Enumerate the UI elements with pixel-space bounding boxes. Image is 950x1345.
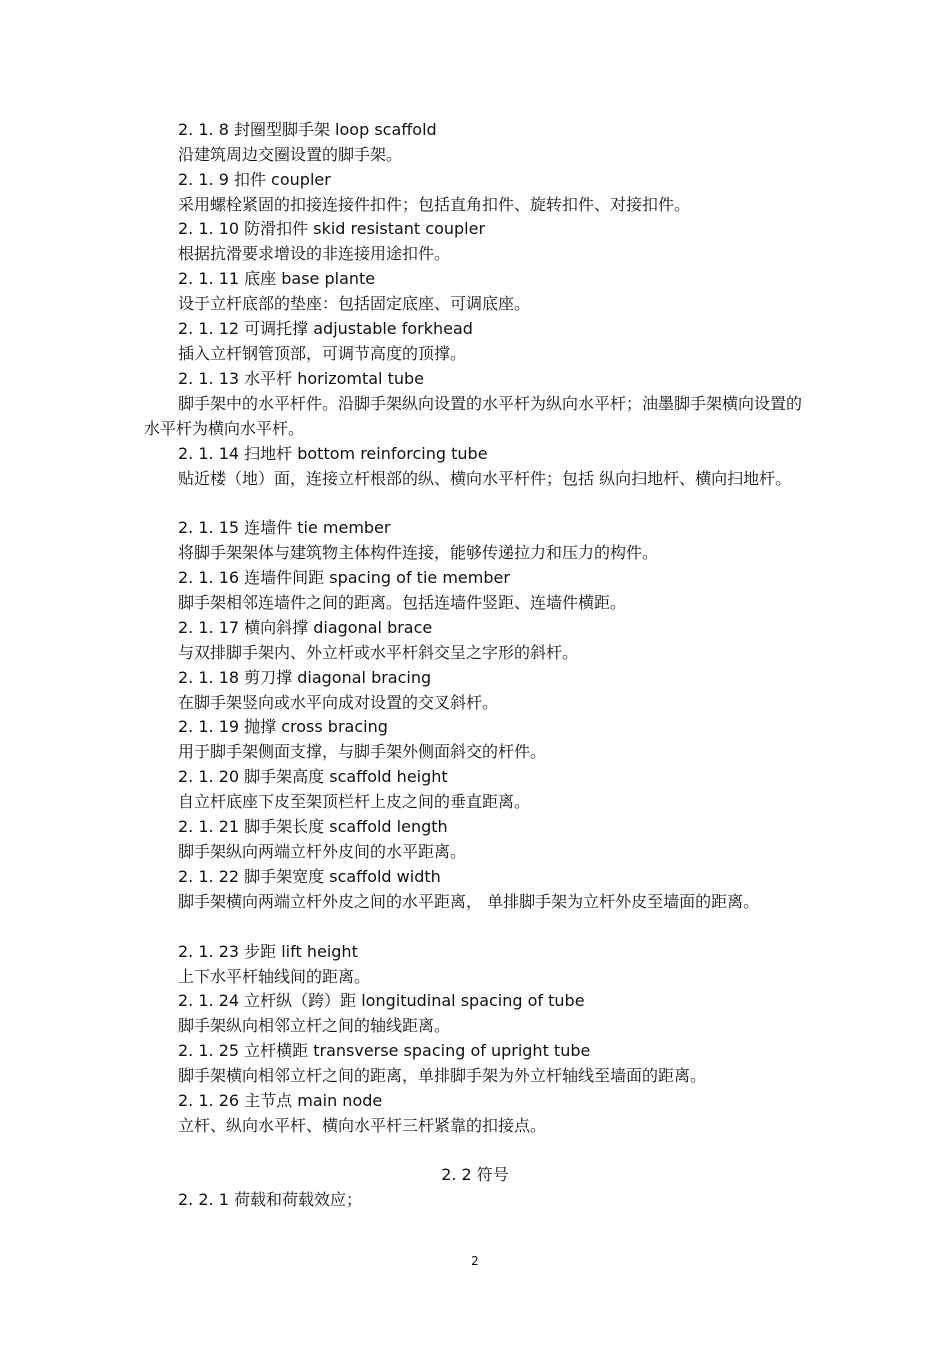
term-entry-2-1-19 (144, 715, 804, 765)
term-heading: 2. 1. 24 立杆纵（跨）距 longitudinal spacing of tube (178, 991, 585, 1010)
term-definition: 上下水平杆轴线间的距离。 (178, 966, 371, 986)
term-heading: 2. 1. 14 扫地杆 bottom reinforcing tube (178, 444, 488, 463)
term-heading: 2. 1. 9 扣件 coupler (178, 170, 331, 189)
term-definition: 设于立杆底部的垫座：包括固定底座、可调底座。 (178, 293, 531, 313)
term-definition: 立杆、纵向水平杆、横向水平杆三杆紧靠的扣接点。 (178, 1115, 547, 1135)
term-definition: 脚手架中的水平杆件。沿脚手架纵向设置的水平杆为纵向水平杆；油墨脚手架横向设置的水平杆为横向水平杆。 (144, 393, 803, 438)
term-entry-2-1-22 (144, 865, 804, 915)
term-entry-2-1-13 (144, 367, 804, 441)
term-entry-2-1-20 (144, 765, 804, 815)
term-definition: 采用螺栓紧固的扣接连接件扣件；包括直角扣件、旋转扣件、对接扣件。 (178, 194, 691, 214)
term-heading: 2. 1. 20 脚手架高度 scaffold height (178, 767, 448, 786)
term-entry-2-1-17 (144, 616, 804, 666)
term-heading: 2. 1. 19 抛撑 cross bracing (178, 717, 388, 736)
term-definition: 自立杆底座下皮至架顶栏杆上皮之间的垂直距离。 (178, 791, 531, 811)
term-heading: 2. 1. 13 水平杆 horizomtal tube (178, 369, 424, 388)
term-definition: 插入立杆钢管顶部，可调节高度的顶撑。 (178, 343, 467, 363)
page-number: 2 (471, 1254, 479, 1268)
section-item-2-2-1 (144, 1188, 804, 1213)
term-entry-2-1-10 (144, 217, 804, 267)
term-heading: 2. 1. 26 主节点 main node (178, 1091, 383, 1110)
term-entry-2-1-15 (144, 516, 804, 566)
term-entry-2-1-23 (144, 940, 804, 990)
term-heading: 2. 1. 18 剪刀撑 diagonal bracing (178, 668, 432, 687)
term-definition: 在脚手架竖向或水平向成对设置的交叉斜杆。 (178, 692, 499, 712)
term-heading: 2. 1. 17 横向斜撑 diagonal brace (178, 618, 433, 637)
term-entry-2-1-12 (144, 317, 804, 367)
term-definition: 脚手架横向两端立杆外皮之间的水平距离， 单排脚手架为立杆外皮至墙面的距离。 (178, 891, 760, 911)
term-entry-2-1-14 (144, 442, 804, 492)
term-heading: 2. 1. 21 脚手架长度 scaffold length (178, 817, 448, 836)
term-heading: 2. 1. 10 防滑扣件 skid resistant coupler (178, 219, 486, 238)
term-definition: 将脚手架架体与建筑物主体构件连接，能够传递拉力和压力的构件。 (178, 542, 659, 562)
term-entry-2-1-21 (144, 815, 804, 865)
term-entry-2-1-11 (144, 267, 804, 317)
section-item-heading: 2. 2. 1 荷载和荷载效应； (178, 1190, 362, 1209)
term-entry-2-1-9 (144, 168, 804, 218)
term-heading: 2. 1. 15 连墙件 tie member (178, 518, 391, 537)
term-definition: 脚手架横向相邻立杆之间的距离，单排脚手架为外立杆轴线至墙面的距离。 (178, 1065, 707, 1085)
term-definition: 用于脚手架侧面支撑，与脚手架外侧面斜交的杆件。 (178, 741, 547, 761)
term-heading: 2. 1. 12 可调托撑 adjustable forkhead (178, 319, 473, 338)
term-definition: 根据抗滑要求增设的非连接用途扣件。 (178, 243, 451, 263)
term-entry-2-1-25 (144, 1039, 804, 1089)
term-heading: 2. 1. 23 步距 lift height (178, 942, 358, 961)
term-heading: 2. 1. 11 底座 base plante (178, 269, 376, 288)
term-definition: 沿建筑周边交圈设置的脚手架。 (178, 144, 403, 164)
term-entry-2-1-26 (144, 1089, 804, 1139)
term-definition: 脚手架纵向两端立杆外皮间的水平距离。 (178, 841, 467, 861)
term-entry-2-1-18 (144, 666, 804, 716)
term-definition: 脚手架纵向相邻立杆之间的轴线距离。 (178, 1015, 451, 1035)
term-heading: 2. 1. 25 立杆横距 transverse spacing of upright tube (178, 1041, 591, 1060)
term-definition: 贴近楼（地）面，连接立杆根部的纵、横向水平杆件；包括 纵向扫地杆、横向扫地杆。 (178, 468, 792, 488)
term-entry-2-1-24 (144, 989, 804, 1039)
term-heading: 2. 1. 8 封圈型脚手架 loop scaffold (178, 120, 437, 139)
term-definition: 脚手架相邻连墙件之间的距离。包括连墙件竖距、连墙件横距。 (178, 592, 627, 612)
term-heading: 2. 1. 22 脚手架宽度 scaffold width (178, 867, 441, 886)
term-entry-2-1-8 (144, 118, 804, 168)
term-heading: 2. 1. 16 连墙件间距 spacing of tie member (178, 568, 510, 587)
section-title: 2. 2 符号 (441, 1165, 509, 1184)
term-entry-2-1-16 (144, 566, 804, 616)
term-definition: 与双排脚手架内、外立杆或水平杆斜交呈之字形的斜杆。 (178, 642, 579, 662)
